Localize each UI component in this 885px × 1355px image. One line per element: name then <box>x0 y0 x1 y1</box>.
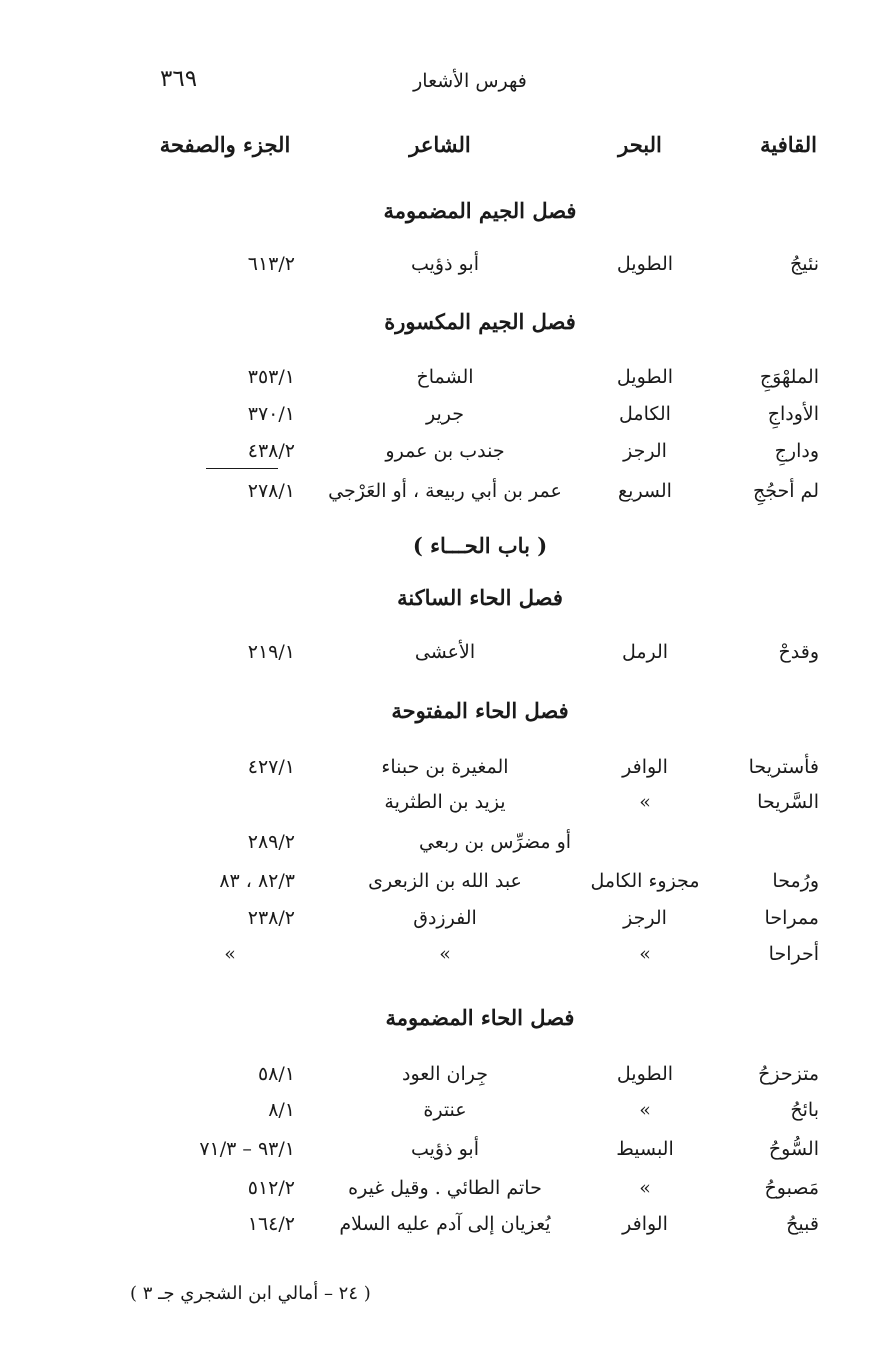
table-row <box>0 1138 885 1172</box>
table-row <box>0 253 885 287</box>
poet-cell: المغيرة بن حبناء <box>381 756 509 778</box>
table-row <box>0 1099 885 1133</box>
section-title: فصل الجيم المضمومة <box>383 198 577 223</box>
poet-cell: عمر بن أبي ربيعة ، أو العَرْجي <box>328 480 562 502</box>
table-row <box>0 907 885 941</box>
rhyme-cell: بائحُ <box>790 1099 819 1121</box>
meter-cell: الوافر <box>622 1213 668 1235</box>
rhyme-cell: ودارجِ <box>774 440 819 462</box>
rhyme-cell: السُّوحُ <box>768 1138 819 1160</box>
poet-cell: » <box>439 943 451 965</box>
meter-cell: الرجز <box>623 907 667 929</box>
page-cell: ٥٨/١ <box>257 1063 295 1085</box>
table-row <box>0 870 885 904</box>
page-cell: » <box>224 943 236 965</box>
meter-cell: الطويل <box>616 253 674 275</box>
rhyme-cell: مَصبوحُ <box>764 1177 819 1199</box>
table-row <box>0 943 885 977</box>
table-row <box>0 1177 885 1211</box>
meter-cell: الكامل <box>619 403 671 425</box>
meter-cell: » <box>639 791 651 813</box>
page-cell: ٩٣/١ – ٧١/٣ <box>199 1138 295 1160</box>
rhyme-cell: قبيحُ <box>786 1213 819 1235</box>
rhyme-cell: متزحزحُ <box>758 1063 819 1085</box>
running-title: فهرس الأشعار <box>413 70 527 92</box>
rhyme-cell: ورُمحا <box>772 870 819 892</box>
rhyme-cell: الأوداجِ <box>767 403 819 425</box>
poet-cell: جرير <box>426 403 464 425</box>
rhyme-cell: الملهْوَجِ <box>759 366 819 388</box>
section-title: ( باب الحـــاء ) <box>412 533 548 558</box>
meter-cell: الطويل <box>616 366 674 388</box>
page-cell: ٤٢٧/١ <box>247 756 295 778</box>
poet-cell: الأعشى <box>414 641 476 663</box>
column-header-meter: البحر <box>618 132 662 157</box>
table-row <box>0 366 885 400</box>
page-cell: ٤٣٨/٢ <box>247 440 295 462</box>
page-cell: ٢٨٩/٢ <box>247 831 295 853</box>
rhyme-cell: نئيجُ <box>789 253 819 275</box>
rhyme-cell: أحراحا <box>768 943 819 965</box>
table-row <box>0 480 885 514</box>
rhyme-cell: وقدحْ <box>778 641 819 663</box>
poet-cell: أبو ذؤيب <box>410 253 479 275</box>
meter-cell: البسيط <box>616 1138 674 1160</box>
page-cell: ٢٧٨/١ <box>247 480 295 502</box>
page-cell: ٣٥٣/١ <box>247 366 295 388</box>
poet-cell: أبو ذؤيب <box>410 1138 479 1160</box>
poet-cell: الفرزدق <box>413 907 477 929</box>
section-title: فصل الجيم المكسورة <box>384 309 576 334</box>
page-number: ٣٦٩ <box>160 66 198 92</box>
page-cell: ٢٣٨/٢ <box>247 907 295 929</box>
section-title: فصل الحاء المفتوحة <box>391 698 569 723</box>
column-header-rhyme: القافية <box>760 132 817 157</box>
meter-cell: الوافر <box>622 756 668 778</box>
section-title: فصل الحاء المضمومة <box>385 1005 575 1030</box>
page-cell: ٢١٩/١ <box>247 641 295 663</box>
meter-cell: مجزوء الكامل <box>590 870 700 892</box>
meter-cell: » <box>639 1099 651 1121</box>
section-title: فصل الحاء الساكنة <box>397 585 563 610</box>
rhyme-cell: لم أحجُجِ <box>752 480 819 502</box>
table-row <box>0 440 885 474</box>
meter-cell: الرمل <box>621 641 669 663</box>
table-row <box>0 791 885 825</box>
page-cell: ٨٢/٣ ، ٨٣ <box>219 870 295 892</box>
page-cell: ١٦٤/٢ <box>247 1213 295 1235</box>
page-footer: ( ٢٤ – أمالي ابن الشجري جـ ٣ ) <box>130 1283 371 1304</box>
poet-cell: الشماخ <box>416 366 474 388</box>
table-row <box>0 403 885 437</box>
meter-cell: السريع <box>618 480 672 502</box>
meter-cell: الطويل <box>616 1063 674 1085</box>
underline-mark <box>206 468 278 469</box>
poet-cell: أو مضرِّس بن ربعي <box>418 831 572 853</box>
meter-cell: » <box>639 943 651 965</box>
poet-cell: جندب بن عمرو <box>385 440 505 462</box>
poet-cell: حاتم الطائي . وقيل غيره <box>348 1177 542 1199</box>
rhyme-cell: السَّريحا <box>757 791 819 813</box>
poet-cell: يزيد بن الطثرية <box>384 791 506 813</box>
meter-cell: الرجز <box>623 440 667 462</box>
table-row <box>0 1213 885 1247</box>
poet-cell: عبد الله بن الزبعرى <box>368 870 522 892</box>
table-row <box>0 831 885 865</box>
page-cell: ٦١٣/٢ <box>247 253 295 275</box>
page-cell: ٣٧٠/١ <box>247 403 295 425</box>
poet-cell: عنترة <box>423 1099 467 1121</box>
table-row <box>0 756 885 790</box>
table-row <box>0 641 885 675</box>
meter-cell: » <box>639 1177 651 1199</box>
poet-cell: جِران العود <box>401 1063 488 1085</box>
rhyme-cell: ممراحا <box>764 907 819 929</box>
table-row <box>0 1063 885 1097</box>
page-cell: ٥١٢/٢ <box>247 1177 295 1199</box>
column-header-volume-page: الجزء والصفحة <box>159 132 291 157</box>
poet-cell: يُعزيان إلى آدم عليه السلام <box>339 1213 551 1235</box>
column-header-poet: الشاعر <box>409 132 471 157</box>
page-cell: ٨/١ <box>268 1099 295 1121</box>
rhyme-cell: فأستريحا <box>748 756 819 778</box>
